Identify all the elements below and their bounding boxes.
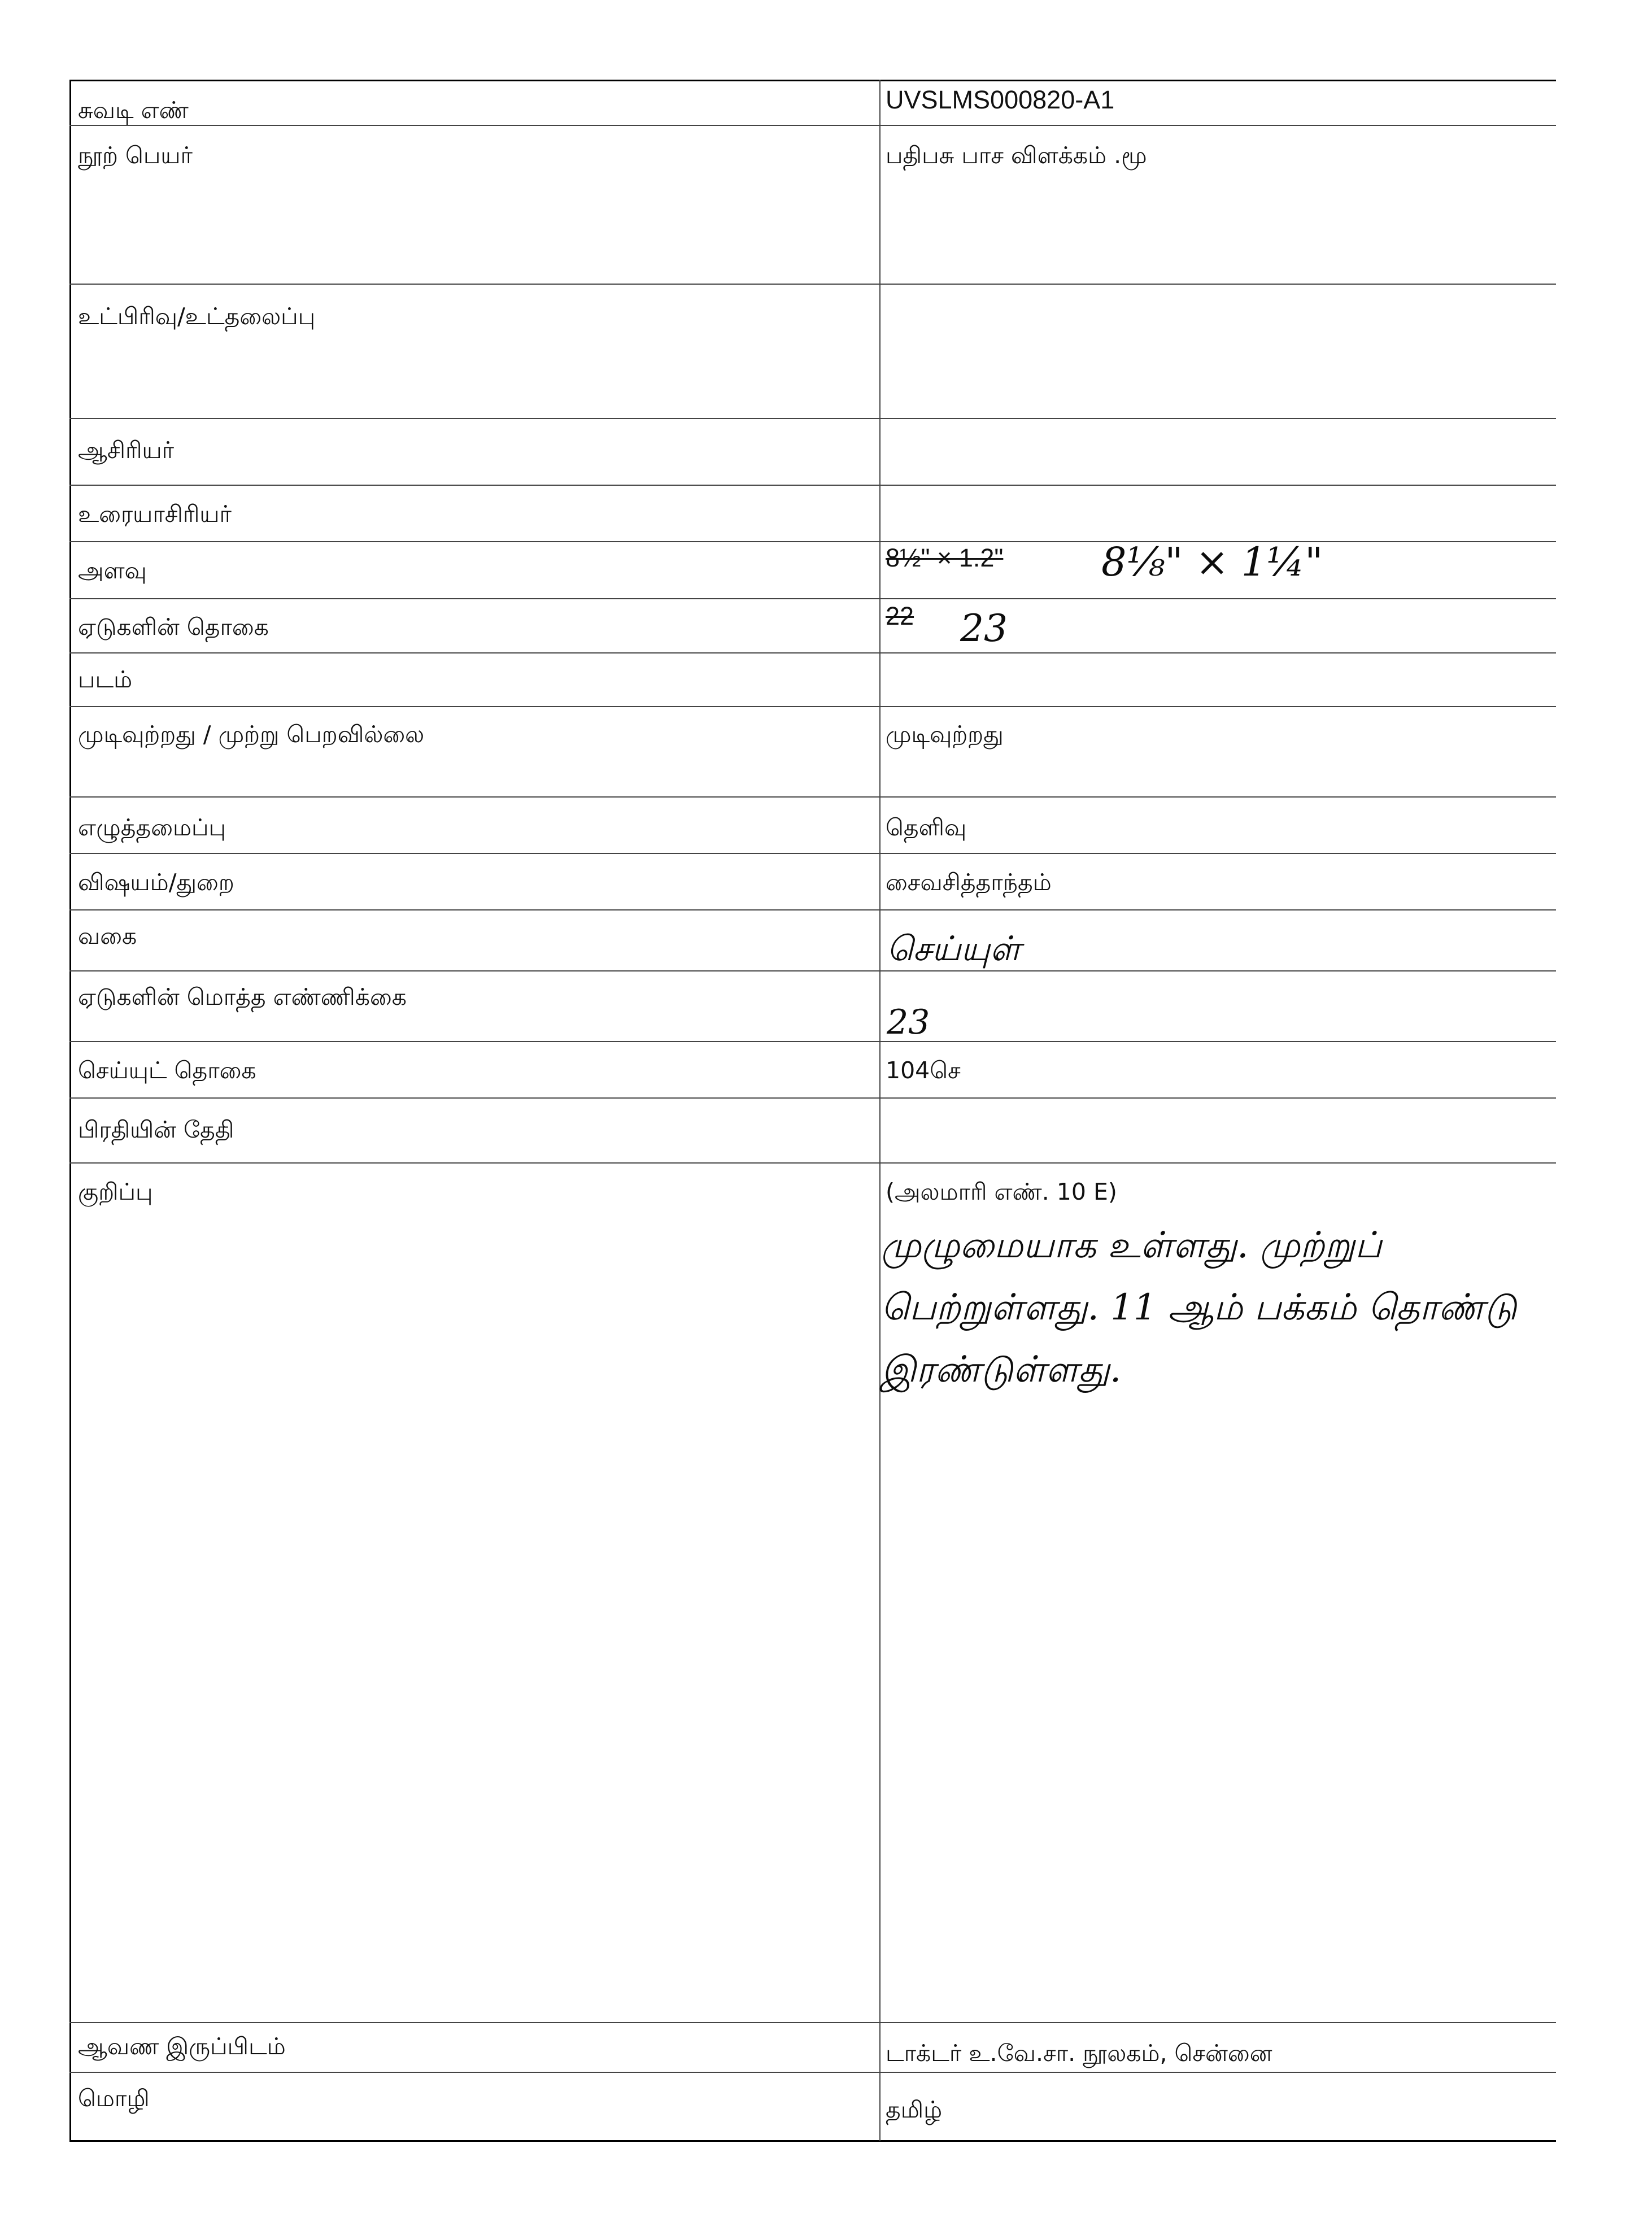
notes-value: (அலமாரி எண். 10 E) [886, 1178, 1117, 1205]
table-frame-left [69, 80, 71, 2141]
row-divider [69, 284, 1556, 285]
row-divider [69, 796, 1556, 798]
repository-value: டாக்டர் உ.வே.சா. நூலகம், சென்னை [886, 2040, 1272, 2067]
folio-count-value-struck: 22 [886, 602, 914, 630]
total-folios-value-handwritten: 23 [887, 1003, 930, 1042]
repository-label: ஆவண இருப்பிடம் [78, 2033, 286, 2060]
table-frame-top [69, 80, 1556, 81]
row-divider [69, 125, 1556, 126]
type-label: வகை [78, 922, 137, 949]
row-divider [69, 970, 1556, 971]
row-divider [69, 909, 1556, 910]
notes-handwritten-note: முழுமையாக உள்ளது. முற்றுப் பெற்றுள்ளது. 11 ஆம் பக்கம் தொண்டு இரண்டுள்ளது. [881, 1225, 1517, 1391]
illustration-label: படம் [78, 666, 133, 693]
shelf-number-label: சுவடி எண் [78, 97, 189, 124]
script-label: எழுத்தமைப்பு [78, 814, 226, 841]
row-divider [69, 706, 1556, 707]
shelf-number-value: UVSLMS000820-A1 [886, 85, 1115, 114]
subject-value: சைவசித்தாந்தம் [886, 869, 1052, 896]
author-label: ஆசிரியர் [78, 437, 175, 464]
size-value-handwritten: 8⅛" × 1¼" [1101, 539, 1323, 585]
copy-date-label: பிரதியின் தேதி [78, 1116, 234, 1143]
table-column-divider [879, 80, 881, 2141]
language-label: மொழி [78, 2085, 150, 2112]
row-divider [69, 2072, 1556, 2073]
verse-count-value: 104செ [886, 1057, 961, 1084]
notes-label: குறிப்பு [78, 1178, 153, 1205]
subtitle-label: உட்பிரிவு/உட்தலைப்பு [78, 303, 316, 330]
row-divider [69, 2022, 1556, 2023]
folio-count-value-handwritten: 23 [960, 607, 1008, 650]
script-value: தெளிவு [886, 814, 967, 841]
row-divider [69, 598, 1556, 599]
title-label: நூற் பெயர் [78, 142, 193, 169]
verse-count-label: செய்யுட் தொகை [78, 1057, 256, 1084]
title-value: பதிபசு பாச விளக்கம் .மூ [886, 142, 1147, 169]
type-value-handwritten: செய்யுள் [887, 929, 1021, 969]
row-divider [69, 1041, 1556, 1042]
row-divider [69, 652, 1556, 653]
language-value: தமிழ் [886, 2096, 943, 2123]
size-label: அளவு [78, 557, 147, 584]
size-value-struck: 8½" × 1.2" [886, 543, 1004, 572]
row-divider [69, 541, 1556, 542]
row-divider [69, 1162, 1556, 1164]
row-divider [69, 418, 1556, 419]
completeness-value: முடிவுற்றது [886, 721, 1004, 748]
commentator-label: உரையாசிரியர் [78, 500, 232, 528]
row-divider [69, 853, 1556, 854]
completeness-label: முடிவுற்றது / முற்று பெறவில்லை [78, 721, 425, 748]
row-divider [69, 1097, 1556, 1099]
subject-label: விஷயம்/துறை [78, 869, 234, 896]
row-divider [69, 485, 1556, 486]
folio-count-label: ஏடுகளின் தொகை [78, 613, 269, 641]
total-folios-label: ஏடுகளின் மொத்த எண்ணிக்கை [78, 983, 407, 1010]
table-frame-bottom [69, 2140, 1556, 2142]
